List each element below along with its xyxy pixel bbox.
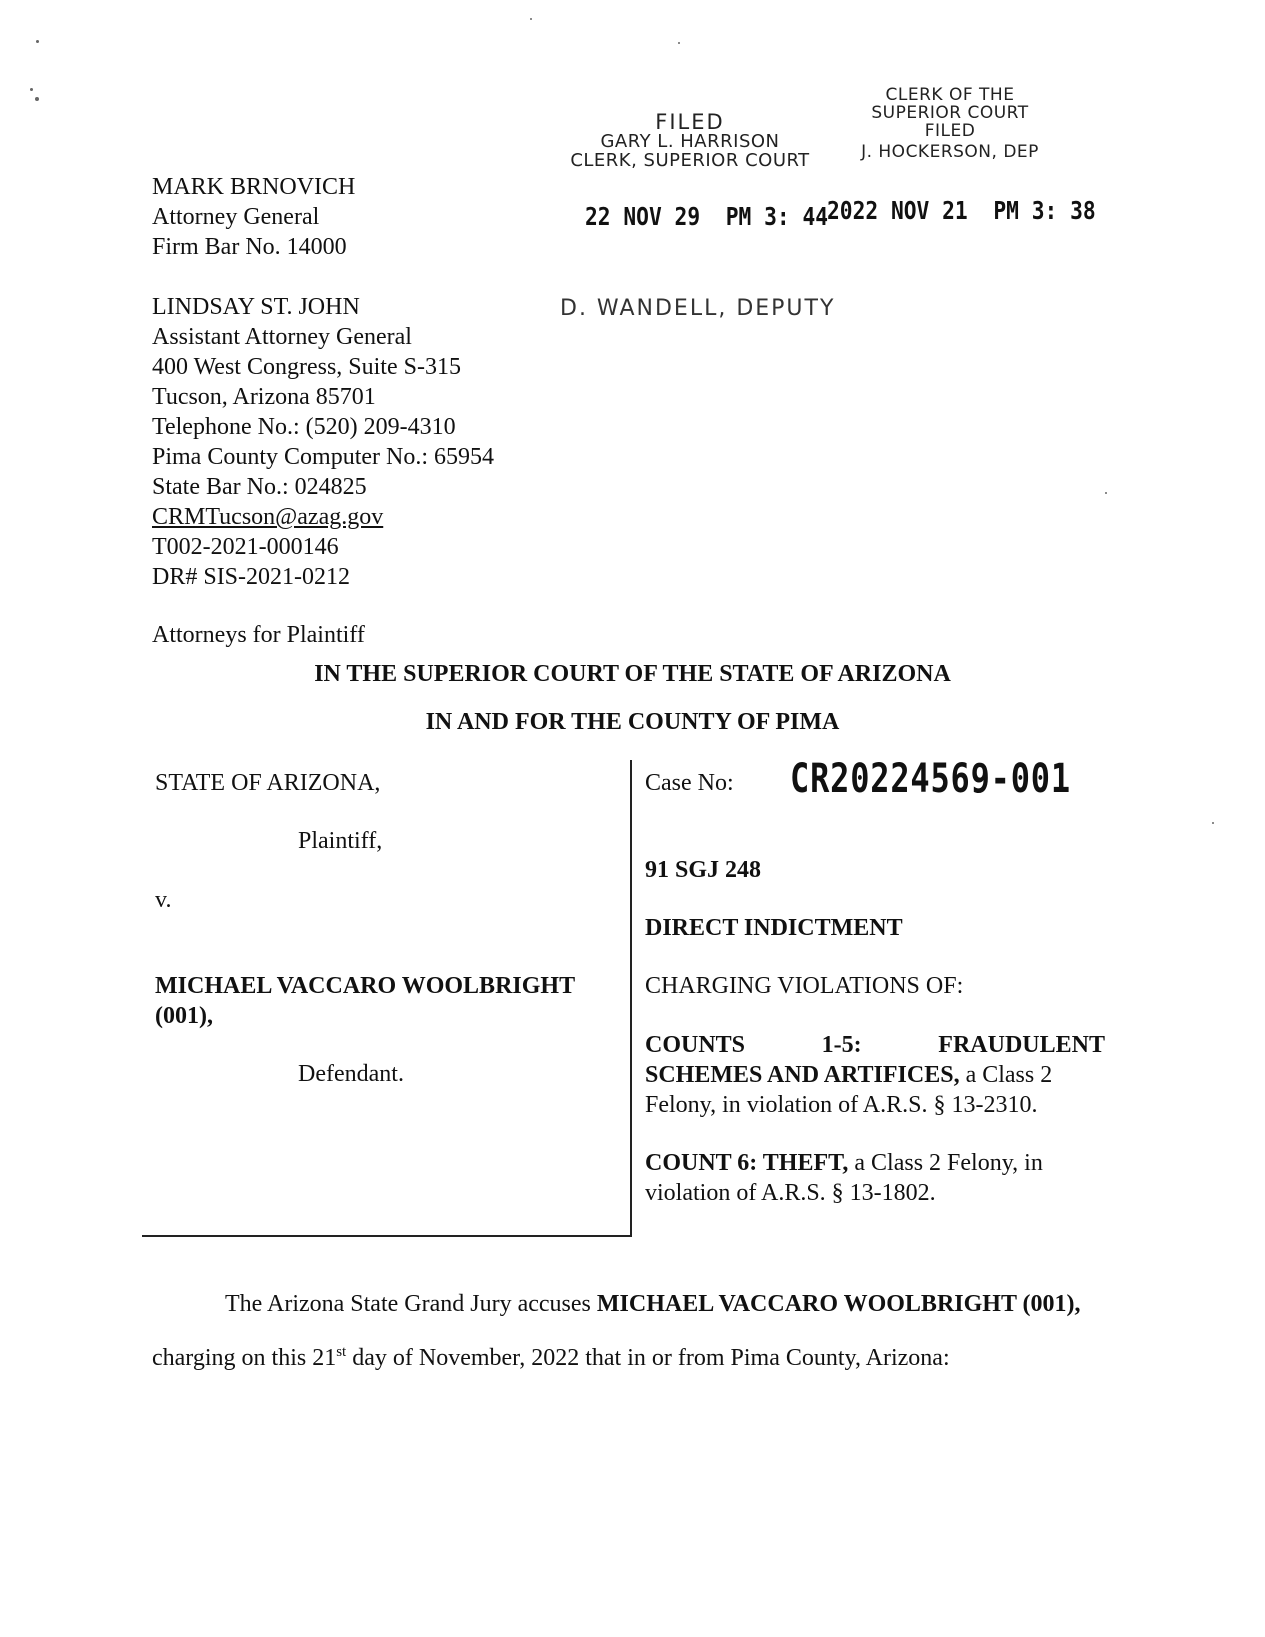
scan-speck — [35, 97, 39, 101]
counts-1-5-offense-cont: SCHEMES AND ARTIFICES, — [645, 1062, 960, 1088]
count-6 — [645, 1148, 1115, 1208]
paragraph-defendant: MICHAEL VACCARO WOOLBRIGHT (001), — [596, 1291, 1081, 1317]
ag-title: Attorney General — [152, 204, 320, 230]
counts-1-5 — [645, 1030, 1105, 1120]
caption-defendant-name: MICHAEL VACCARO WOOLBRIGHT — [155, 973, 576, 999]
stamp-filed-small: FILED — [924, 121, 976, 141]
telephone: Telephone No.: (520) 209-4310 — [152, 414, 456, 440]
court-heading-line-1: IN THE SUPERIOR COURT OF THE STATE OF ARIZONA — [314, 661, 951, 687]
case-number: CR20224569-001 — [790, 756, 1071, 802]
email-link[interactable]: CRMTucson@azag.gov — [152, 504, 384, 530]
attorney-block — [152, 172, 612, 650]
charging-violations: CHARGING VIOLATIONS OF: — [645, 973, 964, 999]
scan-speck — [36, 40, 39, 43]
stamp-deputy-hockerson: J. HOCKERSON, DEP — [861, 142, 1039, 162]
filed-stamp-harrison — [560, 112, 820, 170]
indictment-paragraph — [152, 1280, 1162, 1382]
paragraph-intro: The Arizona State Grand Jury accuses — [225, 1291, 597, 1317]
paragraph-line2-end: day of November, 2022 that in or from Pima County, Arizona: — [346, 1345, 950, 1371]
counts-1-5-label: COUNTS — [645, 1032, 746, 1058]
court-heading-line-2: IN AND FOR THE COUNTY OF PIMA — [425, 709, 840, 735]
caption-plaintiff-label: Plaintiff, — [298, 828, 383, 854]
aag-title: Assistant Attorney General — [152, 324, 412, 350]
state-bar-number: State Bar No.: 024825 — [152, 474, 367, 500]
ag-bar-number: Firm Bar No. 14000 — [152, 234, 347, 260]
caption-defendant-label: Defendant. — [298, 1061, 404, 1087]
caption-bottom-rule — [142, 1235, 632, 1237]
counts-1-5-class: a Class 2 — [959, 1062, 1053, 1088]
stamp-clerk-name: GARY L. HARRISON — [600, 131, 780, 152]
document-type: DIRECT INDICTMENT — [645, 915, 903, 941]
scan-speck — [678, 42, 680, 44]
ag-name: MARK BRNOVICH — [152, 174, 356, 200]
counts-1-5-statute: Felony, in violation of A.R.S. § 13-2310. — [645, 1092, 1038, 1118]
count-6-statute: violation of A.R.S. § 13-1802. — [645, 1180, 936, 1206]
paragraph-ordinal-suffix: st — [336, 1344, 347, 1360]
filed-stamp-hockerson — [850, 86, 1050, 161]
stamp-filed-date-left: 22 NOV 29 PM 3: 44 — [585, 202, 829, 231]
stamp-filed-label: FILED — [655, 110, 725, 134]
counts-1-5-offense: FRAUDULENT — [938, 1032, 1105, 1058]
count-6-label: COUNT 6: THEFT, — [645, 1150, 849, 1176]
case-number-label: Case No: — [645, 770, 734, 796]
stamp-clerk-title: CLERK, SUPERIOR COURT — [570, 150, 810, 171]
dr-number: DR# SIS-2021-0212 — [152, 564, 351, 590]
attorneys-for: Attorneys for Plaintiff — [152, 622, 365, 648]
caption-versus: v. — [155, 887, 172, 913]
caption-defendant-number: (001), — [155, 1003, 213, 1029]
pima-computer-number: Pima County Computer No.: 65954 — [152, 444, 494, 470]
scan-speck — [1212, 822, 1214, 824]
scan-speck — [530, 18, 532, 20]
aag-name: LINDSAY ST. JOHN — [152, 294, 360, 320]
stamp-superior-court: SUPERIOR COURT — [871, 103, 1029, 123]
stamp-filed-date-right: 2022 NOV 21 PM 3: 38 — [827, 196, 1096, 225]
file-number: T002-2021-000146 — [152, 534, 339, 560]
paragraph-line2-start: charging on this 21 — [152, 1345, 337, 1371]
counts-1-5-range: 1-5: — [821, 1032, 862, 1058]
scan-speck — [1105, 492, 1107, 494]
stamp-clerk-of-the: CLERK OF THE — [885, 85, 1015, 105]
caption-plaintiff: STATE OF ARIZONA, — [155, 770, 381, 796]
address-line-2: Tucson, Arizona 85701 — [152, 384, 376, 410]
caption-vertical-divider — [630, 760, 632, 1236]
stamp-deputy: D. WANDELL, DEPUTY — [560, 296, 836, 321]
scan-speck — [30, 88, 33, 91]
count-6-class: a Class 2 Felony, in — [848, 1150, 1043, 1176]
sgj-number: 91 SGJ 248 — [645, 857, 762, 883]
address-line-1: 400 West Congress, Suite S-315 — [152, 354, 461, 380]
